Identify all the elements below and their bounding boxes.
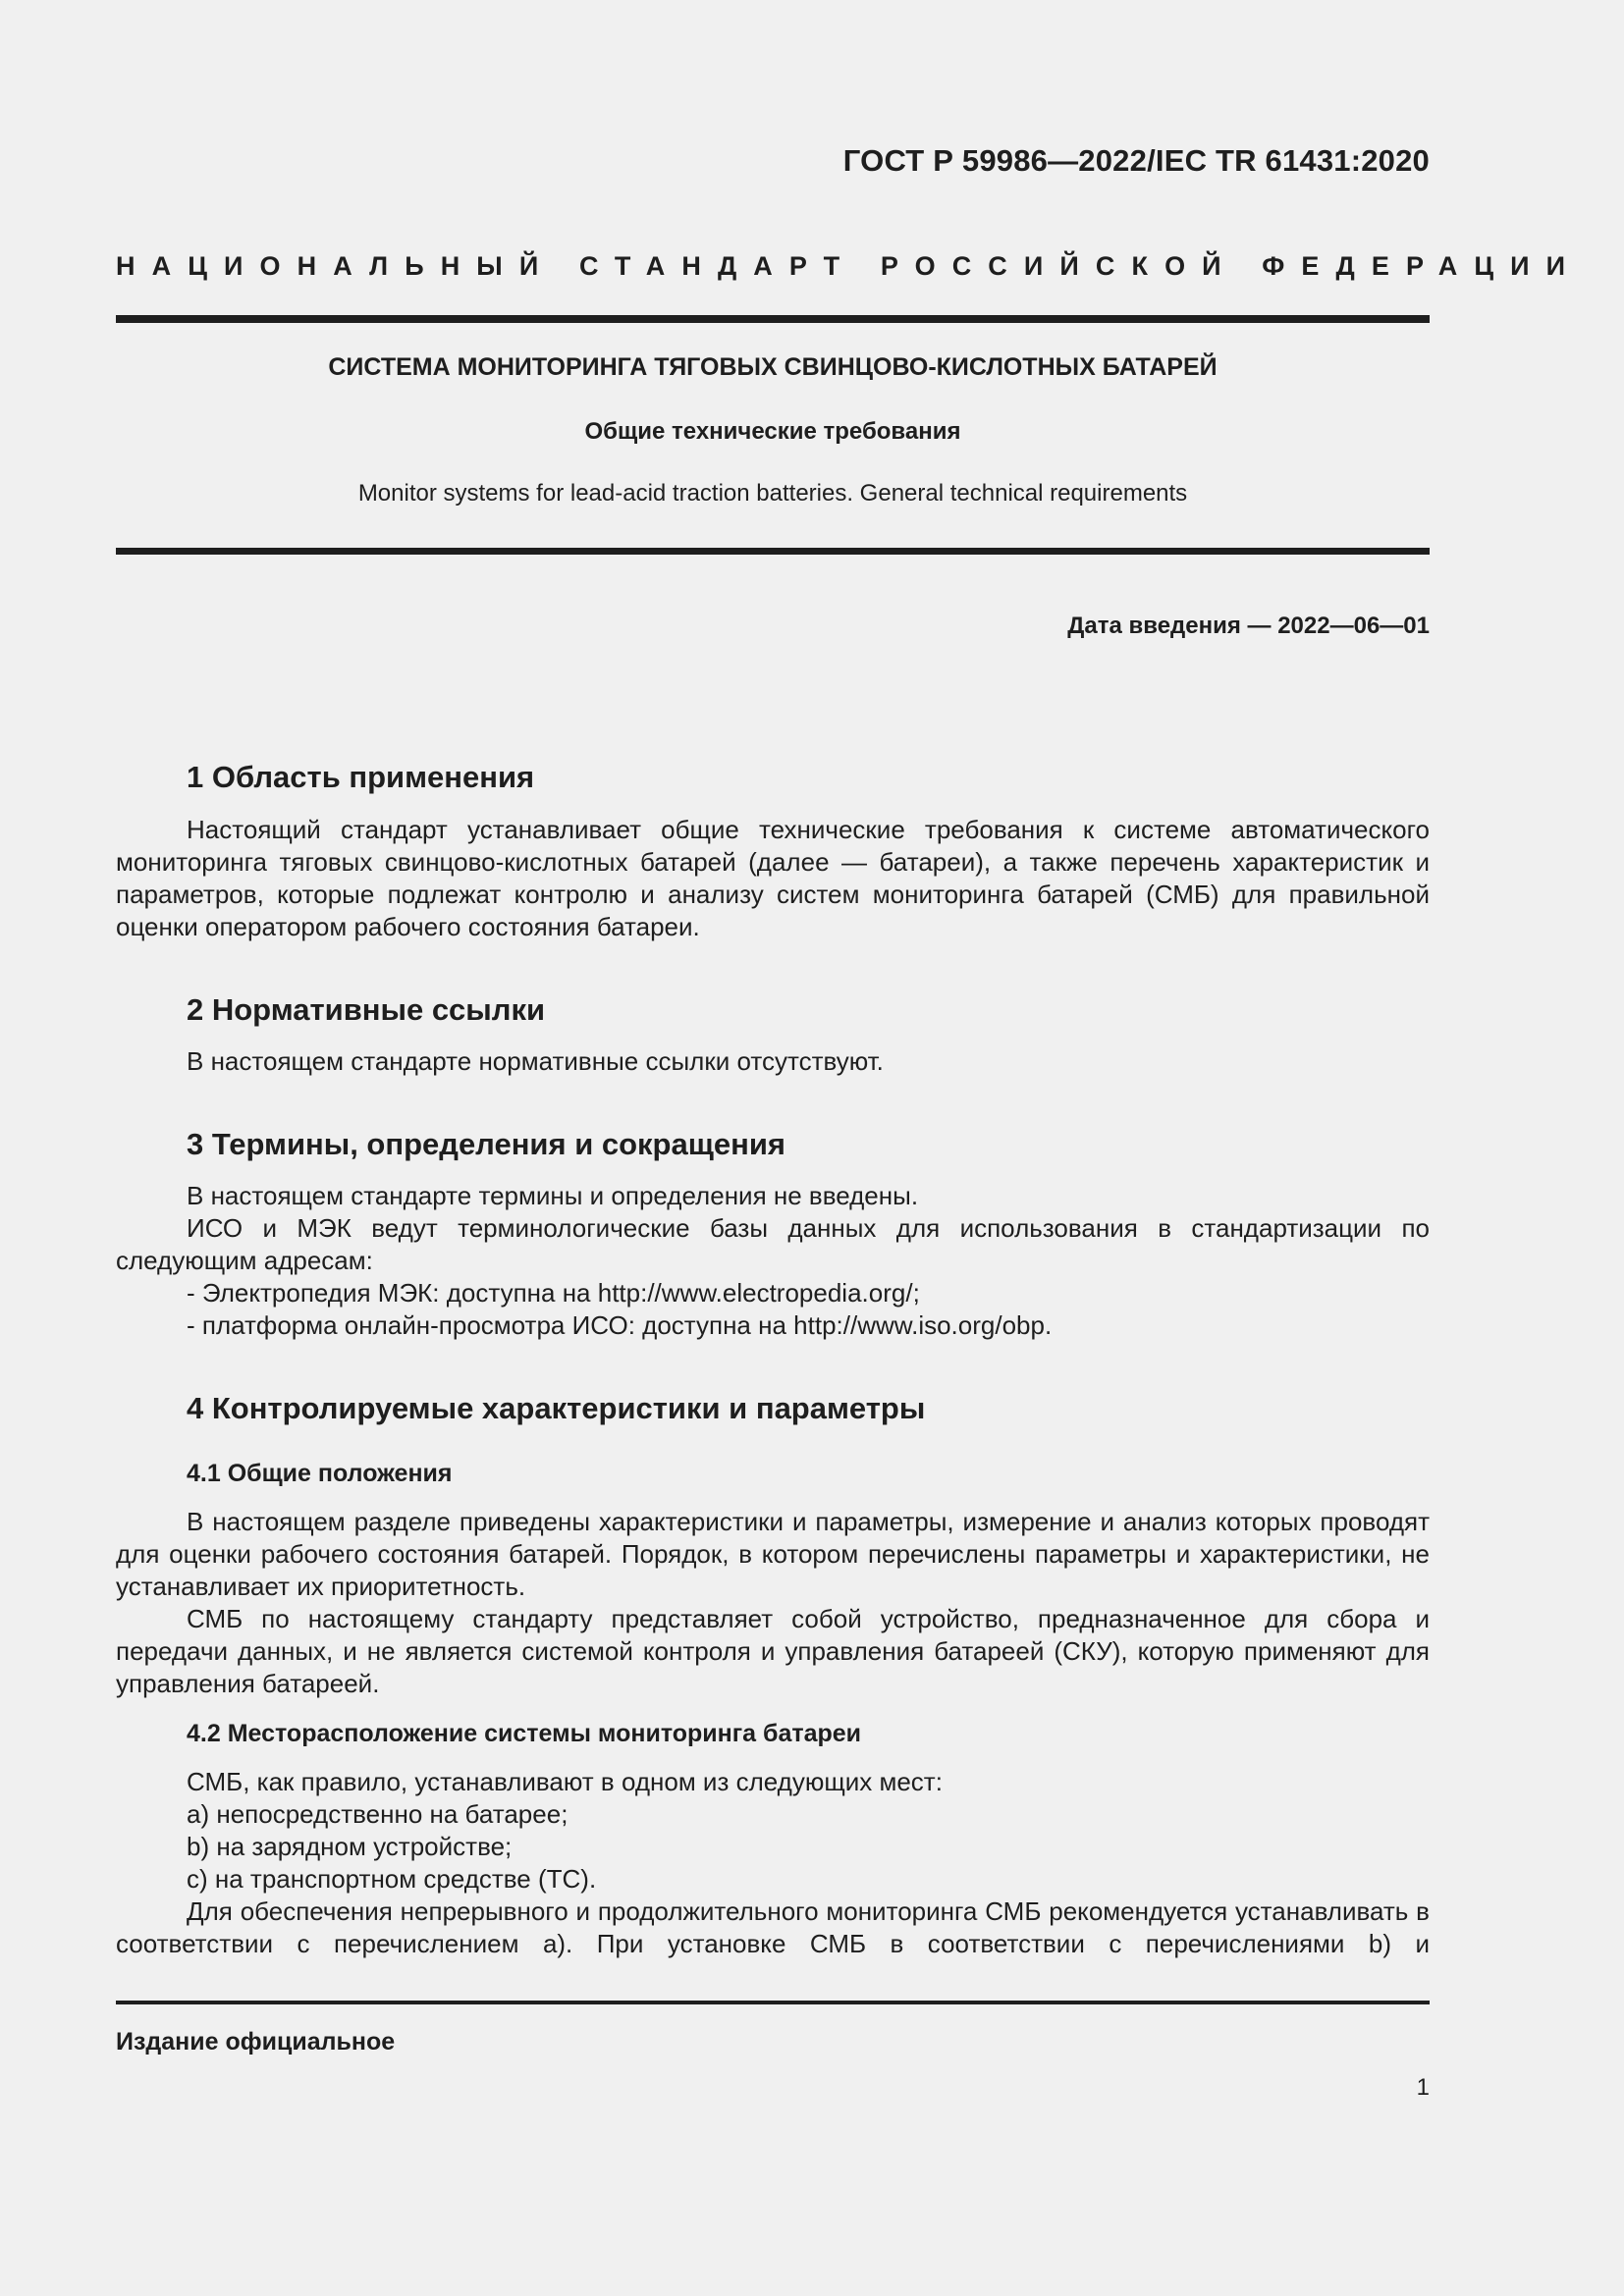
section-1 (116, 758, 1430, 943)
paragraph: СМБ, как правило, устанавливают в одном из следующих мест: (187, 1767, 943, 1796)
official-edition-label: Издание официальное (116, 2028, 396, 2056)
section-heading: 2 Нормативные ссылки (187, 992, 546, 1027)
paragraph: Настоящий стандарт устанавливает общие технические требования к системе автоматического мониторинга тяговых свинцово-кислотных батарей (далее — батареи), а также перечень характеристик и параметров, которые подлежат контролю и анализу систем мониторинга батарей (СМБ) для правильной оценки оператором рабочего состояния батареи. (116, 815, 1430, 941)
paragraph: В настоящем стандарте нормативные ссылки отсутствуют. (187, 1046, 884, 1076)
subsection-heading: 4.1 Общие положения (187, 1460, 453, 1487)
introduction-date: Дата введения — 2022—06—01 (1067, 613, 1430, 639)
english-title: Monitor systems for lead-acid traction batteries. General technical requirements (357, 480, 1188, 507)
section-2 (116, 990, 1430, 1078)
document-title: СИСТЕМА МОНИТОРИНГА ТЯГОВЫХ СВИНЦОВО-КИСЛОТНЫХ БАТАРЕЙ (328, 353, 1218, 381)
paragraph: СМБ по настоящему стандарту представляет собой устройство, предназначенное для сбора и передачи данных, и не является системой контроля и управления батареей (СКУ), которую применяют для управления батареей. (116, 1604, 1430, 1698)
document-subtitle: Общие технические требования (584, 418, 961, 445)
list-item: - платформа онлайн-просмотра ИСО: доступна на http://www.iso.org/obp. (187, 1310, 1053, 1340)
subsection-heading: 4.2 Месторасположение системы мониторинга батареи (187, 1720, 862, 1747)
list-item: b) на зарядном устройстве; (187, 1832, 513, 1861)
document-code: ГОСТ Р 59986—2022/IEC TR 61431:2020 (842, 143, 1430, 178)
section-heading: 4 Контролируемые характеристики и параметры (187, 1391, 926, 1425)
paragraph: Для обеспечения непрерывного и продолжительного мониторинга СМБ рекомендуется устанавливать в соответствии с перечислением a). При установке СМБ в соответствии с перечислениями b) и (116, 1896, 1430, 1958)
national-standard-label: НАЦИОНАЛЬНЫЙ СТАНДАРТ РОССИЙСКОЙ ФЕДЕРАЦИИ (116, 251, 1583, 281)
list-item: a) непосредственно на батарее; (187, 1799, 568, 1829)
top-rule (116, 315, 1430, 323)
paragraph: В настоящем разделе приведены характеристики и параметры, измерение и анализ которых проводят для оценки рабочего состояния батарей. Порядок, в котором перечислены параметры и характеристики, не устанавливает их приоритетность. (116, 1507, 1430, 1601)
section-3 (116, 1125, 1430, 1342)
page-number: 1 (1416, 2074, 1430, 2101)
section-4 (116, 1389, 1430, 1960)
list-item: c) на транспортном средстве (ТС). (187, 1864, 597, 1894)
section-heading: 3 Термины, определения и сокращения (187, 1127, 785, 1161)
footer-rule (116, 2001, 1430, 2004)
title-bottom-rule (116, 548, 1430, 555)
paragraph: ИСО и МЭК ведут терминологические базы данных для использования в стандартизации по следующим адресам: (116, 1213, 1430, 1275)
paragraph: В настоящем стандарте термины и определения не введены. (187, 1181, 919, 1210)
list-item: - Электропедия МЭК: доступна на http://www.electropedia.org/; (187, 1278, 920, 1308)
section-heading: 1 Область применения (187, 760, 535, 794)
